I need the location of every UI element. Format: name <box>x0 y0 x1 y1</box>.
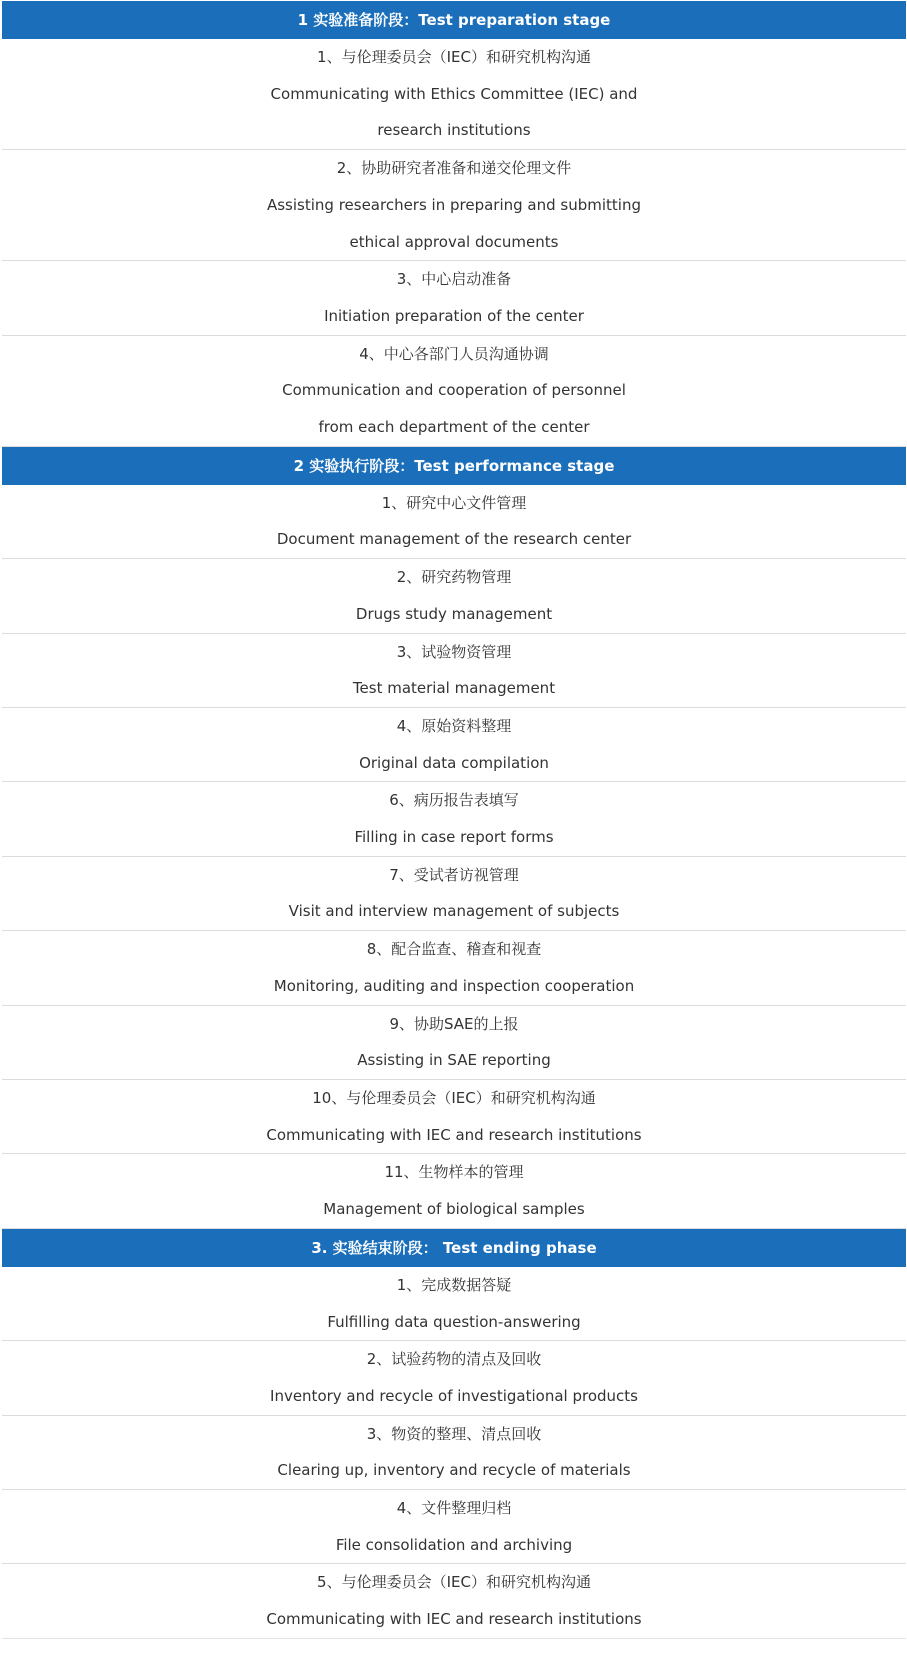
row-label-en: Original data compilation <box>359 753 549 772</box>
row-label-en: Management of biological samples <box>323 1200 585 1219</box>
row-label-en: Communication and cooperation of personnel <box>282 381 626 400</box>
table-row <box>2 634 906 708</box>
row-label-cn: 4、中心各部门人员沟通协调 <box>359 344 549 363</box>
table-row <box>2 261 906 335</box>
table-row <box>2 150 906 261</box>
row-label-cn: 11、生物样本的管理 <box>384 1163 524 1182</box>
row-label-en: Inventory and recycle of investigational products <box>270 1386 638 1405</box>
row-label-cn: 3、物资的整理、清点回收 <box>366 1424 542 1443</box>
table-row <box>2 708 906 782</box>
table-row <box>2 1490 906 1564</box>
row-label-cn: 1、完成数据答疑 <box>396 1275 512 1294</box>
row-label-en: Filling in case report forms <box>354 828 554 847</box>
table-row <box>2 336 906 447</box>
table-row <box>2 857 906 931</box>
table-row <box>2 559 906 633</box>
table-row <box>2 931 906 1005</box>
row-label-en: Assisting in SAE reporting <box>357 1051 551 1070</box>
table-row <box>2 1416 906 1490</box>
row-label-cn: 4、原始资料整理 <box>396 716 512 735</box>
row-label-cn: 9、协助SAE的上报 <box>389 1014 519 1033</box>
row-label-cn: 2、试验药物的清点及回收 <box>366 1350 542 1369</box>
row-label-cn: 1、与伦理委员会（IEC）和研究机构沟通 <box>317 48 591 66</box>
row-label-en: Document management of the research center <box>276 530 632 549</box>
table-row <box>2 485 906 559</box>
row-label-cn: 3、试验物资管理 <box>396 642 512 661</box>
row-label-en: Clearing up, inventory and recycle of materials <box>277 1461 631 1480</box>
row-label-en: Drugs study management <box>355 604 553 623</box>
row-label-cn: 4、文件整理归档 <box>396 1499 512 1518</box>
row-label-en: Communicating with IEC and research institutions <box>266 1125 642 1144</box>
row-label-en-cont: ethical approval documents <box>349 232 559 251</box>
section-header-performance: 2 实验执行阶段：Test performance stage <box>2 447 906 485</box>
section-header-preparation: 1 实验准备阶段：Test preparation stage <box>2 1 906 39</box>
row-label-en: Monitoring, auditing and inspection cooperation <box>273 976 635 995</box>
table-row <box>2 1267 906 1341</box>
row-label-cn: 3、中心启动准备 <box>396 270 512 289</box>
row-label-en: Communicating with Ethics Committee (IEC) and <box>270 84 638 103</box>
row-label-en-cont: from each department of the center <box>318 418 590 437</box>
section-header-ending: 3. 实验结束阶段： Test ending phase <box>2 1229 906 1267</box>
row-label-cn: 6、病历报告表填写 <box>389 791 519 810</box>
row-label-cn: 1、研究中心文件管理 <box>381 493 527 512</box>
row-label-cn: 10、与伦理委员会（IEC）和研究机构沟通 <box>312 1088 596 1107</box>
table-row <box>2 1006 906 1080</box>
table-row <box>2 1154 906 1228</box>
table-row <box>2 1341 906 1415</box>
table-row <box>2 1080 906 1154</box>
row-label-cn: 2、协助研究者准备和递交伦理文件 <box>336 159 572 178</box>
row-label-en: File consolidation and archiving <box>335 1535 573 1554</box>
table-row <box>2 782 906 856</box>
row-label-cn: 2、研究药物管理 <box>396 568 512 587</box>
row-label-cn: 8、配合监查、稽查和视查 <box>366 940 542 959</box>
row-label-cn: 5、与伦理委员会（IEC）和研究机构沟通 <box>317 1573 591 1592</box>
row-label-en: Visit and interview management of subjects <box>288 902 620 921</box>
row-label-en: Fulfilling data question-answering <box>327 1312 581 1331</box>
row-label-en: Communicating with IEC and research institutions <box>266 1610 642 1629</box>
table-row <box>2 1564 906 1638</box>
table-row <box>2 39 906 150</box>
row-label-cn: 7、受试者访视管理 <box>389 865 519 884</box>
row-label-en: Assisting researchers in preparing and submitting <box>266 195 642 214</box>
row-label-en: Test material management <box>352 679 556 698</box>
stage-table <box>2 1 906 1639</box>
row-label-en-cont: research institutions <box>377 121 531 140</box>
row-label-en: Initiation preparation of the center <box>324 306 584 325</box>
